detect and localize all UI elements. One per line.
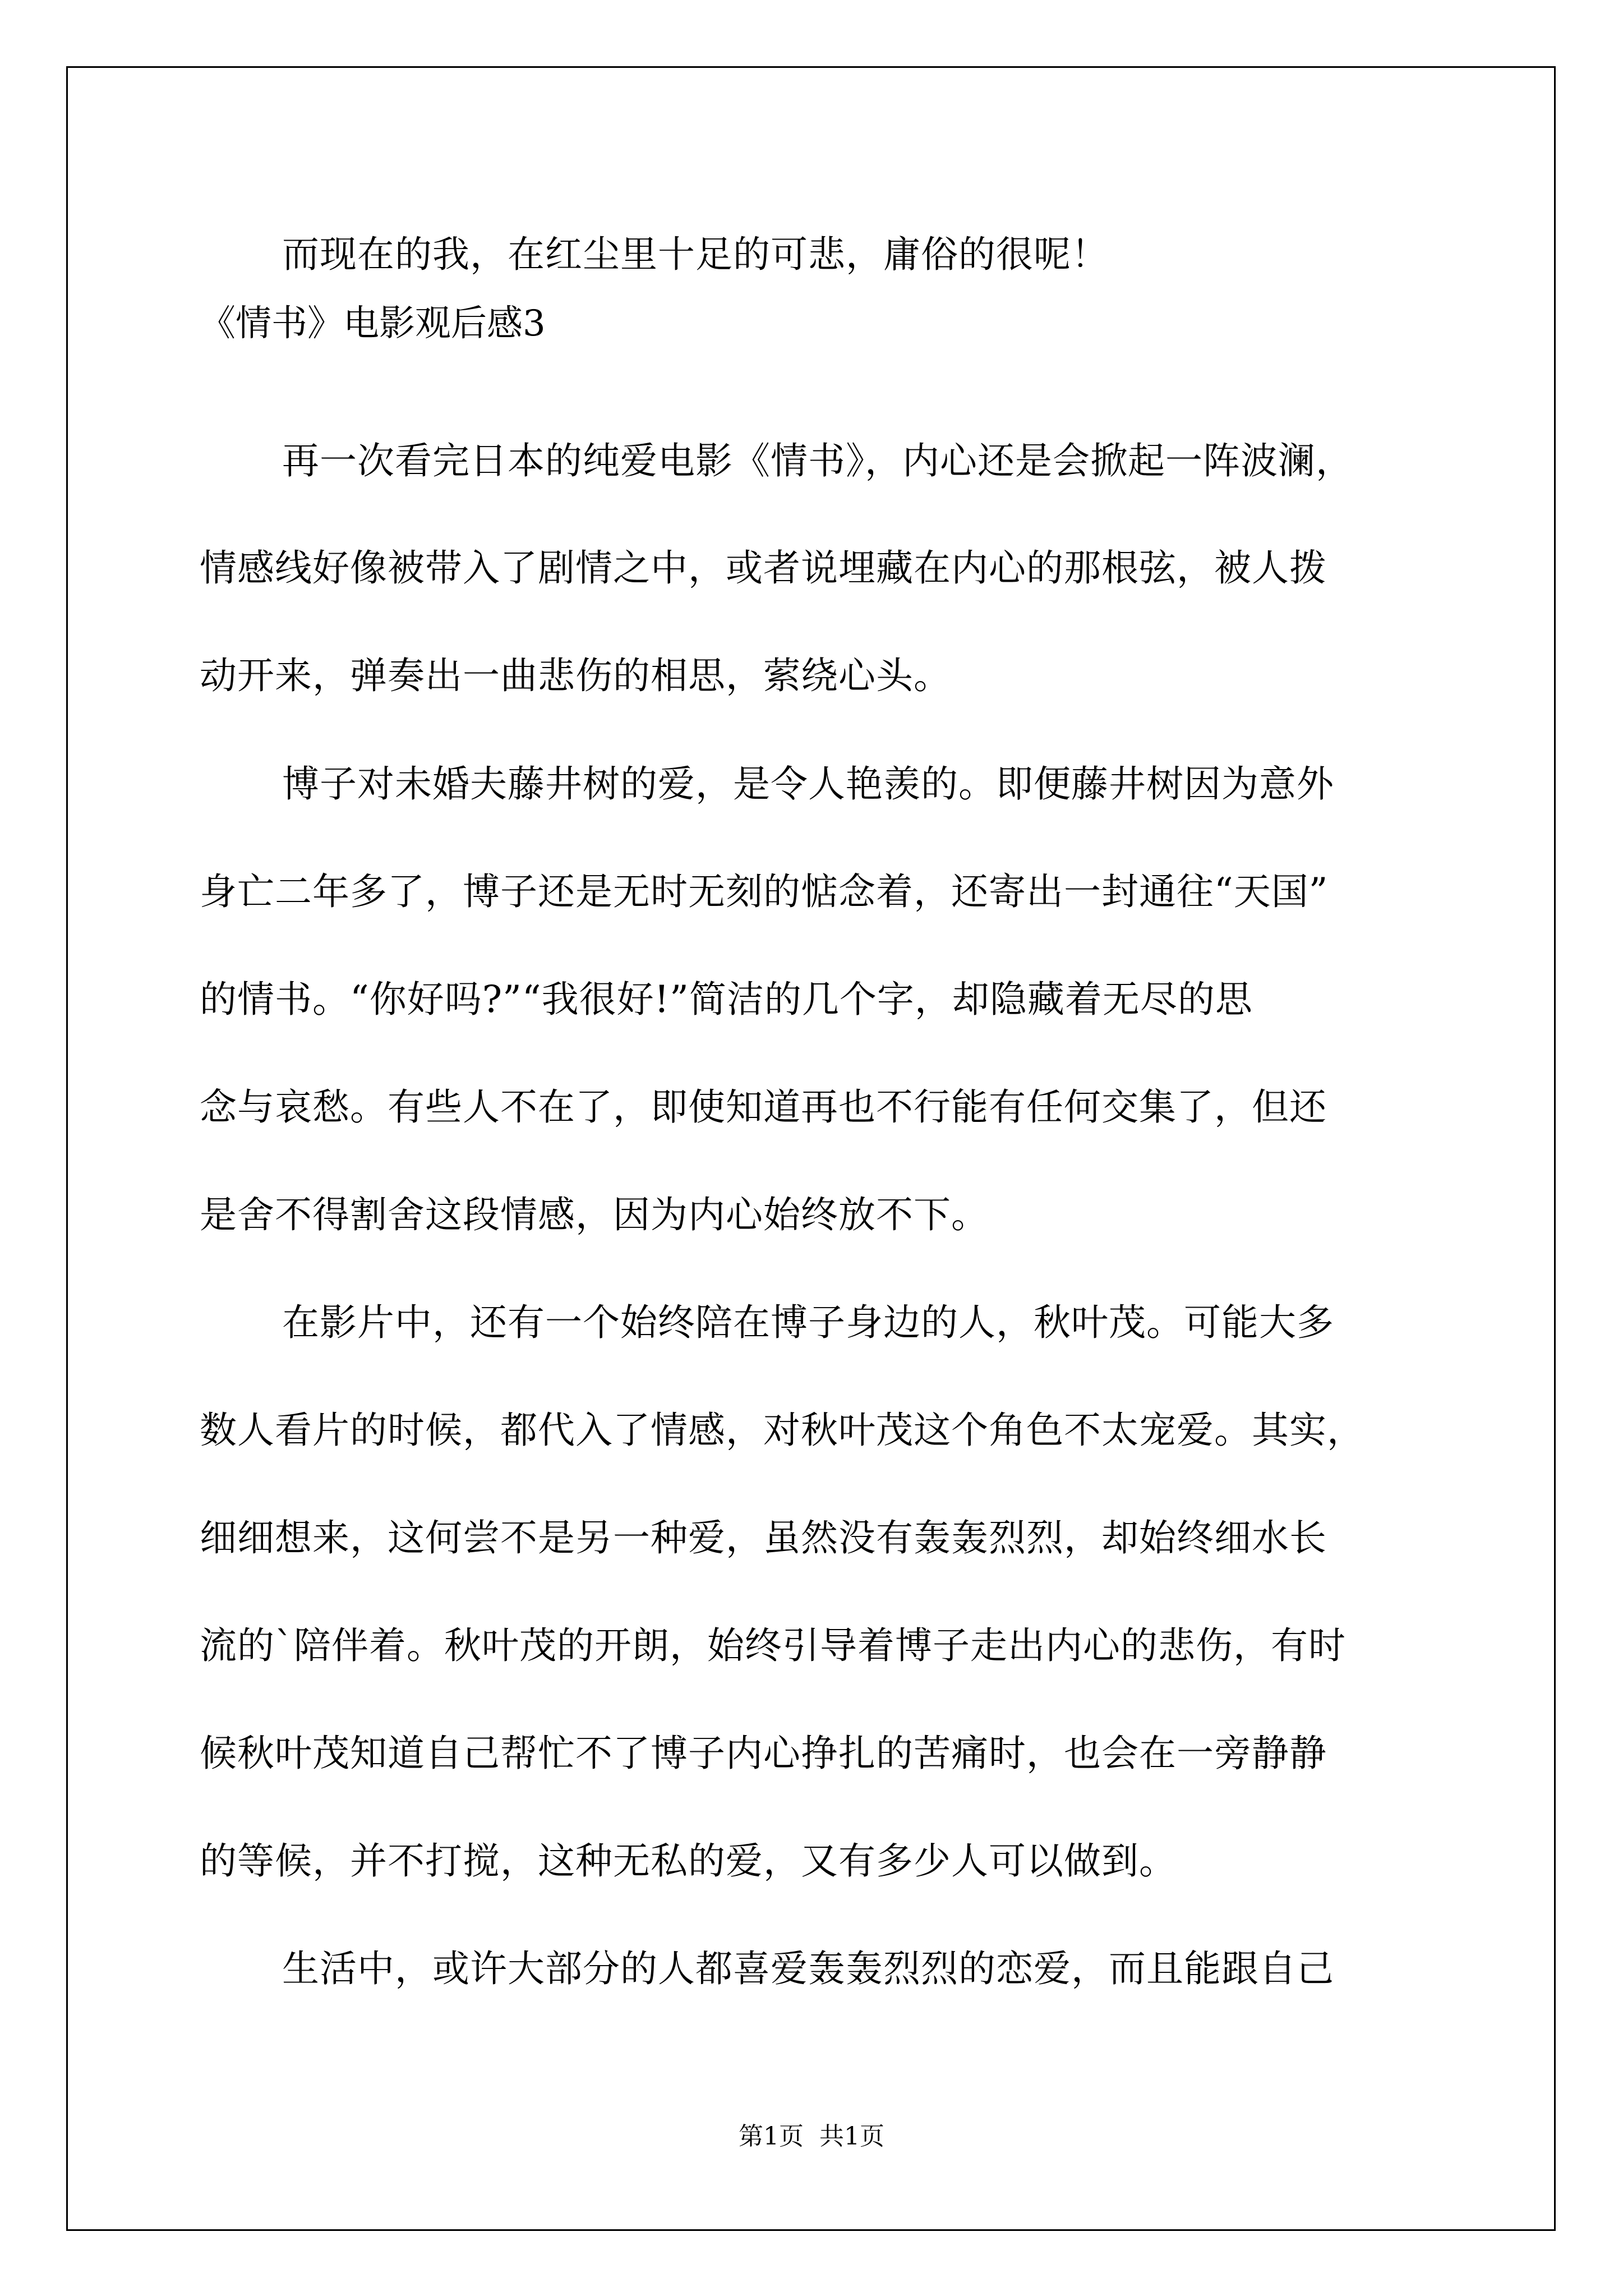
paragraph-line: 数人看片的时候，都代入了情感，对秋叶茂这个角色不太宠爱。其实， [200, 1409, 1364, 1452]
paragraph-line: 再一次看完日本的纯爱电影《情书》，内心还是会掀起一阵波澜， [282, 439, 1353, 482]
page-footer: 第1页 共1页 [739, 2122, 884, 2151]
paragraph-line: 念与哀愁。有些人不在了，即使知道再也不行能有任何交集了，但还 [200, 1085, 1327, 1129]
paragraph-line: 在影片中，还有一个始终陪在博子身边的人，秋叶茂。可能大多 [282, 1301, 1334, 1344]
paragraph-line: 流的`陪伴着。秋叶茂的开朗，始终引导着博子走出内心的悲伤，有时 [200, 1624, 1346, 1667]
paragraph-line: 的等候，并不打搅，这种无私的爱，又有多少人可以做到。 [200, 1839, 1177, 1883]
paragraph-line: 生活中，或许大部分的人都喜爱轰轰烈烈的恋爱，而且能跟自己 [282, 1947, 1334, 1990]
paragraph-line: 候秋叶茂知道自己帮忙不了博子内心挣扎的苦痛时，也会在一旁静静 [200, 1732, 1327, 1775]
page-border [66, 66, 1556, 2231]
section-heading: 《情书》电影观后感3 [200, 303, 546, 344]
paragraph-line: 细细想来，这何尝不是另一种爱，虽然没有轰轰烈烈，却始终细水长 [200, 1516, 1327, 1559]
paragraph-line: 动开来，弹奏出一曲悲伤的相思，萦绕心头。 [200, 654, 951, 697]
paragraph-line: 而现在的我，在红尘里十足的可悲，庸俗的很呢！ [282, 233, 1109, 276]
paragraph-line: 是舍不得割舍这段情感，因为内心始终放不下。 [200, 1193, 989, 1236]
paragraph-line: 身亡二年多了，博子还是无时无刻的惦念着，还寄出一封通往“天国” [200, 870, 1329, 913]
paragraph-line: 情感线好像被带入了剧情之中，或者说埋藏在内心的那根弦，被人拨 [200, 546, 1327, 590]
paragraph-line: 博子对未婚夫藤井树的爱，是令人艳羡的。即便藤井树因为意外 [282, 762, 1334, 806]
paragraph-line: 的情书。“你好吗?”“我很好!”简洁的几个字，却隐藏着无尽的思 [200, 978, 1253, 1021]
